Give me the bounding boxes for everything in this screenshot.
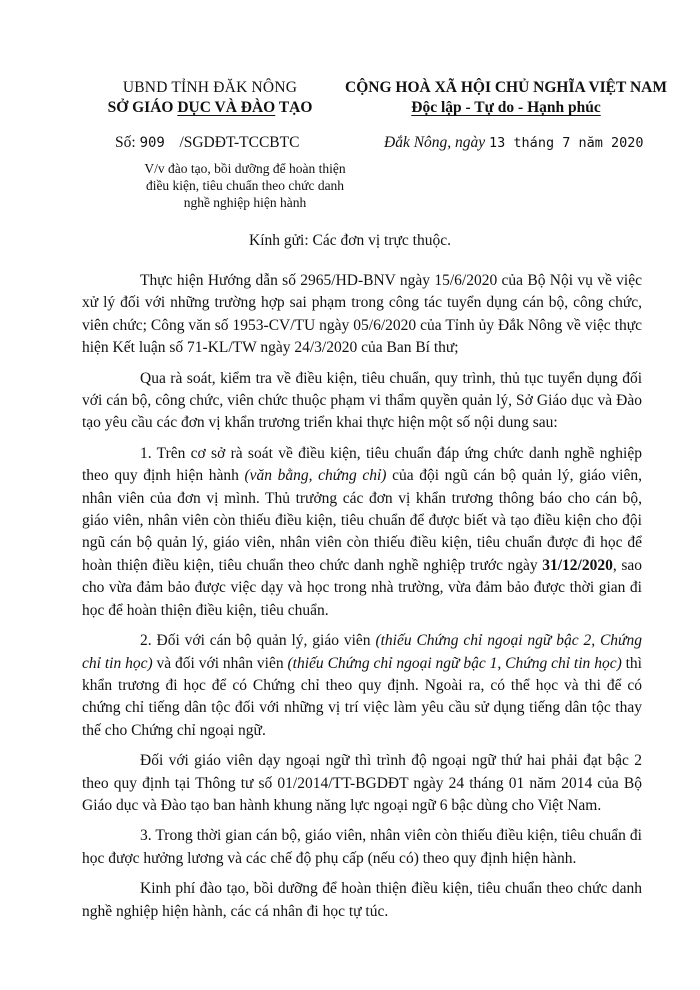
item-1-text-b: của đội ngũ cán bộ quản lý, giáo viên, nhân viên của đơn vị mình. Thủ trưởng các đơn vị khẩn trương thông báo cho cán bộ, giáo viên, nhân viên còn thiếu điều kiện, tiêu chuẩn để được biết và tạo điều kiện cho đội ngũ cán bộ quản lý, giáo viên, nhân viên còn thiếu điều kiện, tiêu chuẩn được đi học để hoàn thiện điều kiện, tiêu chuẩn theo chức danh nghề nghiệp trước ngày — [82, 467, 642, 574]
subject-line-3: nghề nghiệp hiện hành — [183, 195, 307, 210]
subject-line-1: V/v đào tạo, bồi dưỡng để hoàn thiện — [144, 161, 346, 176]
deadline-date: 31/12/2020 — [542, 556, 613, 574]
paragraph-basis: Thực hiện Hướng dẫn số 2965/HD-BNV ngày 15/6/2020 của Bộ Nội vụ về việc xử lý đối với những trường hợp sai phạm trong công tác tuyển dụng cán bộ, công chức, viên chức; Công văn số 1953-CV/TU ngày 05/6/2020 của Tỉnh ủy Đắk Nông về việc thực hiện Kết luận số 71-KL/TW ngày 24/3/2020 của Ban Bí thư; — [82, 272, 642, 357]
issuing-department — [60, 98, 360, 118]
item-1-italic: (văn bằng, chứng chỉ) — [244, 467, 387, 485]
item-2-italic-2: (thiếu Chứng chỉ ngoại ngữ bậc 1, Chứng chỉ tin học) — [287, 654, 622, 672]
issue-date: 13 tháng 7 năm 2020 — [489, 135, 644, 151]
national-heading — [336, 78, 676, 118]
paragraph-review: Qua rà soát, kiểm tra về điều kiện, tiêu chuẩn, quy trình, thủ tục tuyển dụng đối với cán bộ, công chức, viên chức thuộc phạm vi thẩm quyền quản lý, Sở Giáo dục và Đào tạo yêu cầu các đơn vị khẩn trương triển khai thực hiện một số nội dung sau: — [82, 369, 642, 432]
document-body — [82, 270, 642, 931]
paragraph-item-2 — [82, 630, 642, 742]
place-and-date — [384, 134, 643, 152]
country-name: CỘNG HOÀ XÃ HỘI CHỦ NGHĨA VIỆT NAM — [345, 79, 667, 96]
recipient-greeting: Kính gửi: Các đơn vị trực thuộc. — [249, 232, 451, 249]
dept-pre: SỞ GIÁO — [107, 99, 178, 116]
doc-no-suffix: /SGDĐT-TCCBTC — [179, 134, 300, 151]
place: Đắk Nông, ngày — [384, 134, 486, 151]
parent-org: UBND TỈNH ĐĂK NÔNG — [122, 79, 298, 96]
item-1-text-c: , sao cho vừa đảm bảo được việc dạy và học trong nhà trường, vừa đảm bảo được thời gian đi học để hoàn thiện điều kiện, tiêu chuẩn. — [82, 556, 642, 619]
item-2-text-a: 2. Đối với cán bộ quản lý, giáo viên — [140, 632, 376, 650]
paragraph-language-teachers: Đối với giáo viên dạy ngoại ngữ thì trình độ ngoại ngữ thứ hai phải đạt bậc 2 theo quy định tại Thông tư số 01/2014/TT-BGDĐT ngày 24 tháng 01 năm 2014 của Bộ Giáo dục và Đào tạo ban hành khung năng lực ngoại ngữ 6 bậc dùng cho Việt Nam. — [82, 752, 642, 814]
subject-line-2: điều kiện, tiêu chuẩn theo chức danh — [145, 178, 345, 193]
dept-underlined: DỤC VÀ ĐÀO — [177, 99, 276, 116]
item-2-italic-1: (thiếu Chứng chỉ ngoại ngữ bậc 2, Chứng chỉ tin học) — [82, 632, 642, 672]
subject-line — [140, 160, 350, 211]
item-2-text-c: thì khẩn trương đi học để có Chứng chỉ theo quy định. Ngoài ra, có thể học và thi để có chứng chỉ tiếng dân tộc đối với những vị trí việc làm yêu cầu sử dụng tiếng dân tộc thay thế cho Chứng chỉ ngoại ngữ. — [82, 654, 642, 739]
issuer-block — [60, 78, 360, 118]
national-motto: Độc lập - Tự do - Hạnh phúc — [411, 99, 601, 116]
paragraph-funding: Kinh phí đào tạo, bồi dưỡng để hoàn thiện điều kiện, tiêu chuẩn theo chức danh nghề nghiệp hiện hành, các cá nhân đi học tự túc. — [82, 880, 642, 920]
paragraph-item-1 — [82, 443, 642, 622]
item-1-text-a: 1. Trên cơ sở rà soát về điều kiện, tiêu chuẩn đáp ứng chức danh nghề nghiệp theo quy định hiện hành — [82, 444, 642, 485]
doc-no-value: 909 — [139, 135, 165, 151]
doc-no-prefix: Số: — [115, 134, 136, 151]
dept-post: TẠO — [275, 99, 313, 116]
document-number — [115, 134, 299, 152]
item-2-text-b: và đối với nhân viên — [152, 654, 288, 672]
paragraph-item-3: 3. Trong thời gian cán bộ, giáo viên, nhân viên còn thiếu điều kiện, tiêu chuẩn đi học được hưởng lương và các chế độ phụ cấp (nếu có) theo quy định hiện hành. — [82, 827, 642, 867]
